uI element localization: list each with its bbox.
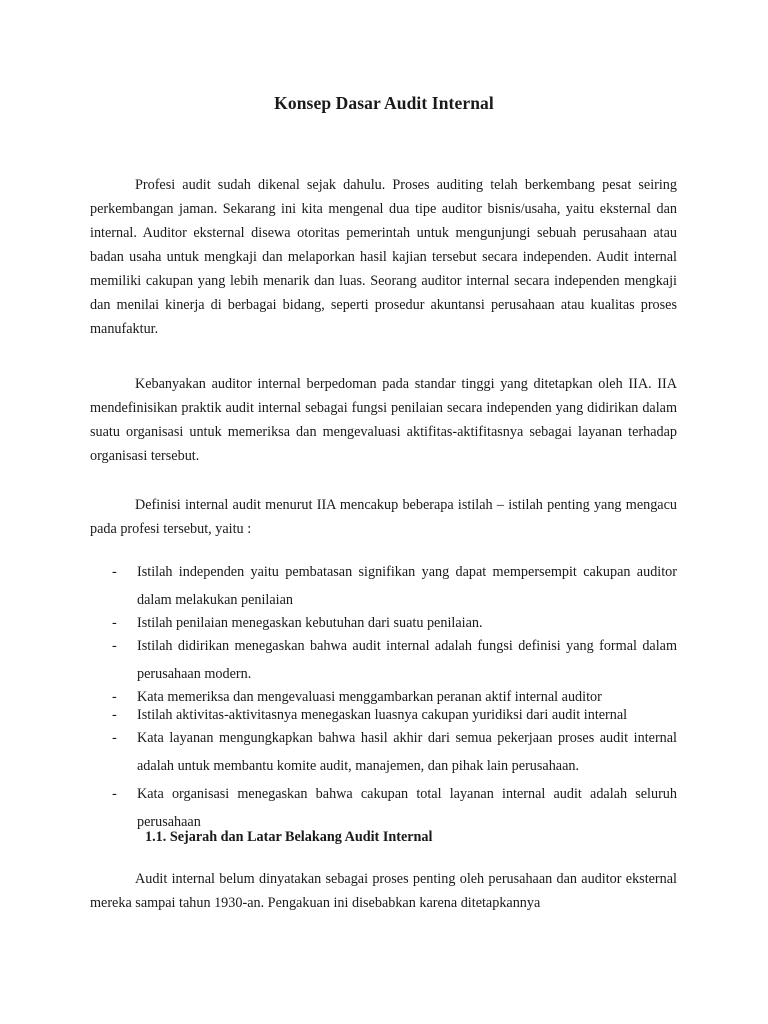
paragraph-profesi-audit: Profesi audit sudah dikenal sejak dahulu. Proses auditing telah berkembang pesat seiring perkembangan jaman. Sekarang ini kita mengenal dua tipe auditor bisnis/usaha, yaitu eksternal dan internal. Auditor eksternal disewa otoritas pemerintah untuk mengunjungi sebuah perusahaan atau badan usaha untuk mengkaji dan melaporkan hasil kajian tersebut secara independen. Audit internal memiliki cakupan yang lebih menarik dan luas. Seorang auditor internal secara independen mengkaji dan menilai kinerja di berbagai bidang, seperti prosedur akuntansi perusahaan atau kualitas proses manufaktur. [90, 177, 677, 337]
bullet-dash: - [112, 689, 117, 705]
list-item-text: Kata organisasi menegaskan bahwa cakupan total layanan internal audit adalah seluruh perusahaan [137, 786, 677, 830]
bullet-dash: - [112, 786, 117, 802]
definition-term-list [90, 558, 677, 836]
list-item-text: Istilah independen yaitu pembatasan signifikan yang dapat mempersempit cakupan auditor dalam melakukan penilaian [137, 564, 677, 608]
paragraph-iia-definition: Definisi internal audit menurut IIA mencakup beberapa istilah – istilah penting yang mengacu pada profesi tersebut, yaitu : [90, 497, 677, 537]
list-item-aktivitas [90, 706, 677, 724]
bullet-dash: - [112, 615, 117, 631]
list-item-penilaian [90, 614, 677, 632]
section-heading: 1.1. Sejarah dan Latar Belakang Audit Internal [145, 829, 433, 845]
bullet-dash: - [112, 564, 117, 580]
list-item-text: Kata memeriksa dan mengevaluasi menggambarkan peranan aktif internal auditor [137, 689, 602, 705]
list-item-text: Istilah didirikan menegaskan bahwa audit internal adalah fungsi definisi yang formal dalam perusahaan modern. [137, 638, 677, 682]
bullet-dash: - [112, 638, 117, 654]
list-item-text: Istilah aktivitas-aktivitasnya menegaskan luasnya cakupan yuridiksi dari audit internal [137, 707, 628, 723]
list-item-layanan [90, 724, 677, 780]
list-item-independen [90, 558, 677, 614]
bullet-dash: - [112, 707, 117, 723]
paragraph-iia-standards: Kebanyakan auditor internal berpedoman pada standar tinggi yang ditetapkan oleh IIA. IIA mendefinisikan praktik audit internal sebagai fungsi penilaian secara independen yang didirikan dalam suatu organisasi untuk memeriksa dan mengevaluasi aktifitas-aktifitasnya sebagai layanan terhadap organisasi tersebut. [90, 376, 677, 464]
bullet-dash: - [112, 730, 117, 746]
list-item-memeriksa [90, 688, 677, 706]
document-title: Konsep Dasar Audit Internal [274, 93, 494, 113]
list-item-didirikan [90, 632, 677, 688]
list-item-text: Istilah penilaian menegaskan kebutuhan dari suatu penilaian. [137, 615, 483, 631]
paragraph-sejarah: Audit internal belum dinyatakan sebagai proses penting oleh perusahaan dan auditor eksternal mereka sampai tahun 1930-an. Pengakuan ini disebabkan karena ditetapkannya [90, 871, 677, 911]
list-item-text: Kata layanan mengungkapkan bahwa hasil akhir dari semua pekerjaan proses audit internal adalah untuk membantu komite audit, manajemen, dan pihak lain perusahaan. [137, 730, 677, 774]
list-item-organisasi [90, 780, 677, 836]
